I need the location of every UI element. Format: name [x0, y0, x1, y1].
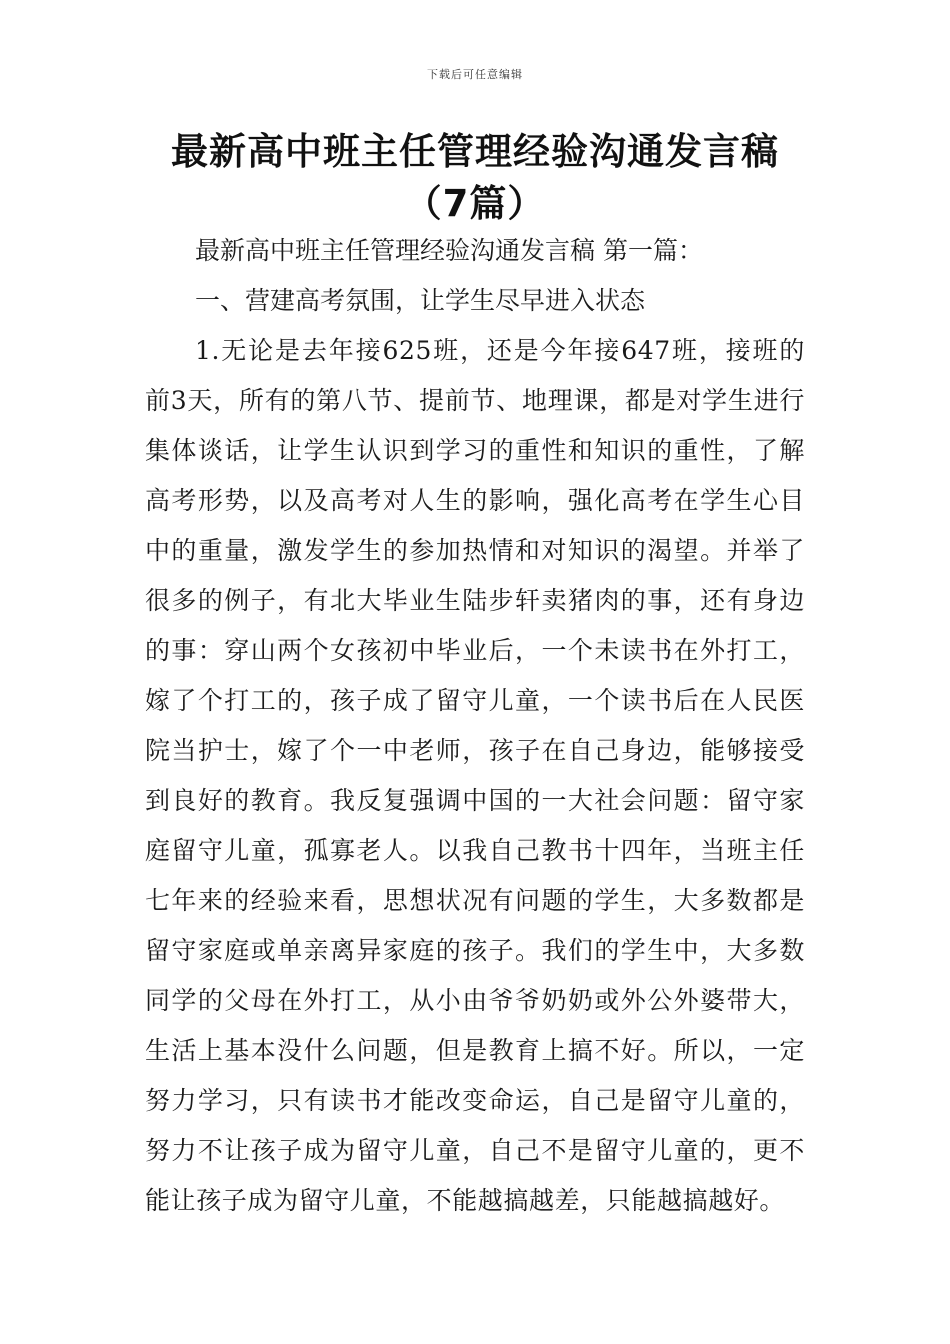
section-heading: 一、营建高考氛围，让学生尽早进入状态	[195, 286, 646, 315]
article-subtitle: 最新高中班主任管理经验沟通发言稿 第一篇：	[195, 236, 703, 265]
body-paragraph: 1.无论是去年接625班，还是今年接647班，接班的前3天，所有的第八节、提前节、地理课，都是对学生进行集体谈话，让学生认识到学习的重性和知识的重性，了解高考形势，以及高考对人生的影响，强化高考在学生心目中的重量，激发学生的参加热情和对知识的渴望。并举了很多的例子，有北大毕业生陆步轩卖猪肉的事，还有身边的事：穿山两个女孩初中毕业后，一个未读书在外打工，嫁了个打工的，孩子成了留守儿童，一个读书后在人民医院当护士，嫁了个一中老师，孩子在自己身边，能够接受到良好的教育。我反复强调中国的一大社会问题：留守家庭留守儿童，孤寡老人。以我自己教书十四年，当班主任七年来的经验来看，思想状况有问题的学生，大多数都是留守家庭或单亲离异家庭的孩子。我们的学生中，大多数同学的父母在外打工，从小由爷爷奶奶或外公外婆带大，生活上基本没什么问题，但是教育上搞不好。所以，一定努力学习，只有读书才能改变命运，自己是留守儿童的，努力不让孩子成为留守儿童，自己不是留守儿童的，更不能让孩子成为留守儿童，不能越搞越差，只能越搞越好。	[145, 336, 805, 1215]
document-title: 最新高中班主任管理经验沟通发言稿（7篇）	[171, 130, 779, 225]
header-note: 下载后可任意编辑	[427, 68, 523, 81]
